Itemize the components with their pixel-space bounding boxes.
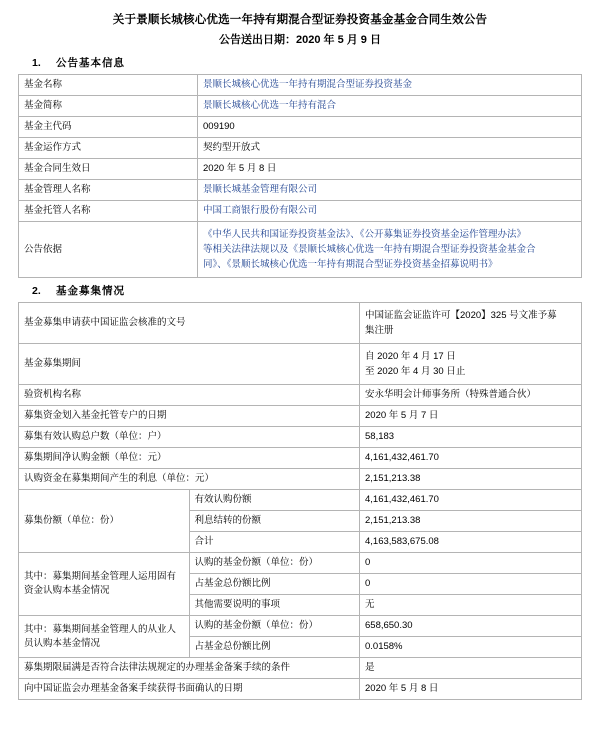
table-row bbox=[19, 658, 582, 679]
row-label: 基金主代码 bbox=[19, 117, 198, 138]
basic-info-table bbox=[18, 74, 582, 278]
sub-label: 其他需要说明的事项 bbox=[189, 595, 360, 616]
table-row bbox=[19, 117, 582, 138]
row-label: 基金名称 bbox=[19, 75, 198, 96]
table-row-basis bbox=[19, 222, 582, 278]
group-label-staff: 其中：募集期间基金管理人的从业人员认购本基金情况 bbox=[19, 616, 190, 658]
row-label: 公告依据 bbox=[19, 222, 198, 278]
value-line: 集注册 bbox=[365, 325, 394, 336]
basis-line: 等相关法律法规以及《景顺长城核心优选一年持有期混合型证券投资基金基金合 bbox=[203, 244, 536, 255]
section-1-heading bbox=[18, 56, 582, 71]
row-value: 2,151,213.38 bbox=[360, 511, 582, 532]
value-line: 至 2020 年 4 月 30 日止 bbox=[365, 366, 466, 377]
row-value: 2020 年 5 月 7 日 bbox=[360, 406, 582, 427]
group-label-manager: 其中：募集期间基金管理人运用固有资金认购本基金情况 bbox=[19, 553, 190, 616]
row-value: 景顺长城核心优选一年持有混合 bbox=[198, 96, 582, 117]
row-label: 募集资金划入基金托管专户的日期 bbox=[19, 406, 360, 427]
table-row bbox=[19, 159, 582, 180]
row-label: 认购资金在募集期间产生的利息（单位：元） bbox=[19, 469, 360, 490]
row-value: 2020 年 5 月 8 日 bbox=[360, 679, 582, 700]
row-label: 基金合同生效日 bbox=[19, 159, 198, 180]
row-label: 基金管理人名称 bbox=[19, 180, 198, 201]
section-1-title: 公告基本信息 bbox=[56, 57, 125, 69]
row-value: 58,183 bbox=[360, 427, 582, 448]
row-value: 0.0158% bbox=[360, 637, 582, 658]
row-value: 4,161,432,461.70 bbox=[360, 448, 582, 469]
table-row bbox=[19, 96, 582, 117]
sub-label: 合计 bbox=[189, 532, 360, 553]
row-value bbox=[360, 344, 582, 385]
sub-label: 占基金总份额比例 bbox=[189, 574, 360, 595]
fund-raising-table bbox=[18, 302, 582, 700]
row-label: 基金运作方式 bbox=[19, 138, 198, 159]
sub-label: 有效认购份额 bbox=[189, 490, 360, 511]
group-label-shares: 募集份额（单位：份） bbox=[19, 490, 190, 553]
table-row bbox=[19, 406, 582, 427]
row-value: 中国工商银行股份有限公司 bbox=[198, 201, 582, 222]
table-row bbox=[19, 553, 582, 574]
sub-label: 占基金总份额比例 bbox=[189, 637, 360, 658]
value-line: 自 2020 年 4 月 17 日 bbox=[365, 351, 456, 362]
row-label: 募集有效认购总户数（单位：户） bbox=[19, 427, 360, 448]
table-row bbox=[19, 138, 582, 159]
table-row bbox=[19, 427, 582, 448]
page-title: 关于景顺长城核心优选一年持有期混合型证券投资基金基金合同生效公告 bbox=[112, 14, 488, 26]
table-row bbox=[19, 616, 582, 637]
row-label: 验资机构名称 bbox=[19, 385, 360, 406]
row-value: 安永华明会计师事务所（特殊普通合伙） bbox=[360, 385, 582, 406]
publish-date: 公告送出日期：2020 年 5 月 9 日 bbox=[219, 34, 381, 46]
table-row bbox=[19, 180, 582, 201]
value-line: 中国证监会证监许可【2020】325 号文准予募 bbox=[365, 310, 557, 321]
table-row bbox=[19, 303, 582, 344]
row-value: 2,151,213.38 bbox=[360, 469, 582, 490]
sub-label: 认购的基金份额（单位：份） bbox=[189, 616, 360, 637]
table-row bbox=[19, 679, 582, 700]
table-row bbox=[19, 201, 582, 222]
row-label: 募集期间净认购金额（单位：元） bbox=[19, 448, 360, 469]
basis-line: 《中华人民共和国证券投资基金法》、《公开募集证券投资基金运作管理办法》 bbox=[203, 229, 527, 240]
row-value: 契约型开放式 bbox=[198, 138, 582, 159]
row-label: 基金募集申请获中国证监会核准的文号 bbox=[19, 303, 360, 344]
sub-label: 认购的基金份额（单位：份） bbox=[189, 553, 360, 574]
row-value bbox=[198, 222, 582, 278]
basis-line: 同》、《景顺长城核心优选一年持有期混合型证券投资基金招募说明书》 bbox=[203, 259, 498, 270]
section-1-number: 1. bbox=[32, 57, 41, 69]
section-2-number: 2. bbox=[32, 285, 41, 297]
table-row bbox=[19, 448, 582, 469]
row-label: 基金简称 bbox=[19, 96, 198, 117]
section-2-title: 基金募集情况 bbox=[56, 285, 125, 297]
table-row bbox=[19, 385, 582, 406]
row-value: 2020 年 5 月 8 日 bbox=[198, 159, 582, 180]
row-value: 0 bbox=[360, 574, 582, 595]
table-row bbox=[19, 490, 582, 511]
row-value: 无 bbox=[360, 595, 582, 616]
row-value: 009190 bbox=[198, 117, 582, 138]
row-value: 658,650.30 bbox=[360, 616, 582, 637]
row-label: 募集期限届满是否符合法律法规规定的办理基金备案手续的条件 bbox=[19, 658, 360, 679]
row-value: 0 bbox=[360, 553, 582, 574]
row-value: 景顺长城核心优选一年持有期混合型证券投资基金 bbox=[198, 75, 582, 96]
row-value: 4,161,432,461.70 bbox=[360, 490, 582, 511]
row-value bbox=[360, 303, 582, 344]
row-label: 向中国证监会办理基金备案手续获得书面确认的日期 bbox=[19, 679, 360, 700]
section-2-heading bbox=[18, 284, 582, 299]
row-value: 是 bbox=[360, 658, 582, 679]
table-row bbox=[19, 75, 582, 96]
row-label: 基金募集期间 bbox=[19, 344, 360, 385]
table-row bbox=[19, 344, 582, 385]
sub-label: 利息结转的份额 bbox=[189, 511, 360, 532]
row-value: 景顺长城基金管理有限公司 bbox=[198, 180, 582, 201]
table-row bbox=[19, 469, 582, 490]
row-label: 基金托管人名称 bbox=[19, 201, 198, 222]
row-value: 4,163,583,675.08 bbox=[360, 532, 582, 553]
